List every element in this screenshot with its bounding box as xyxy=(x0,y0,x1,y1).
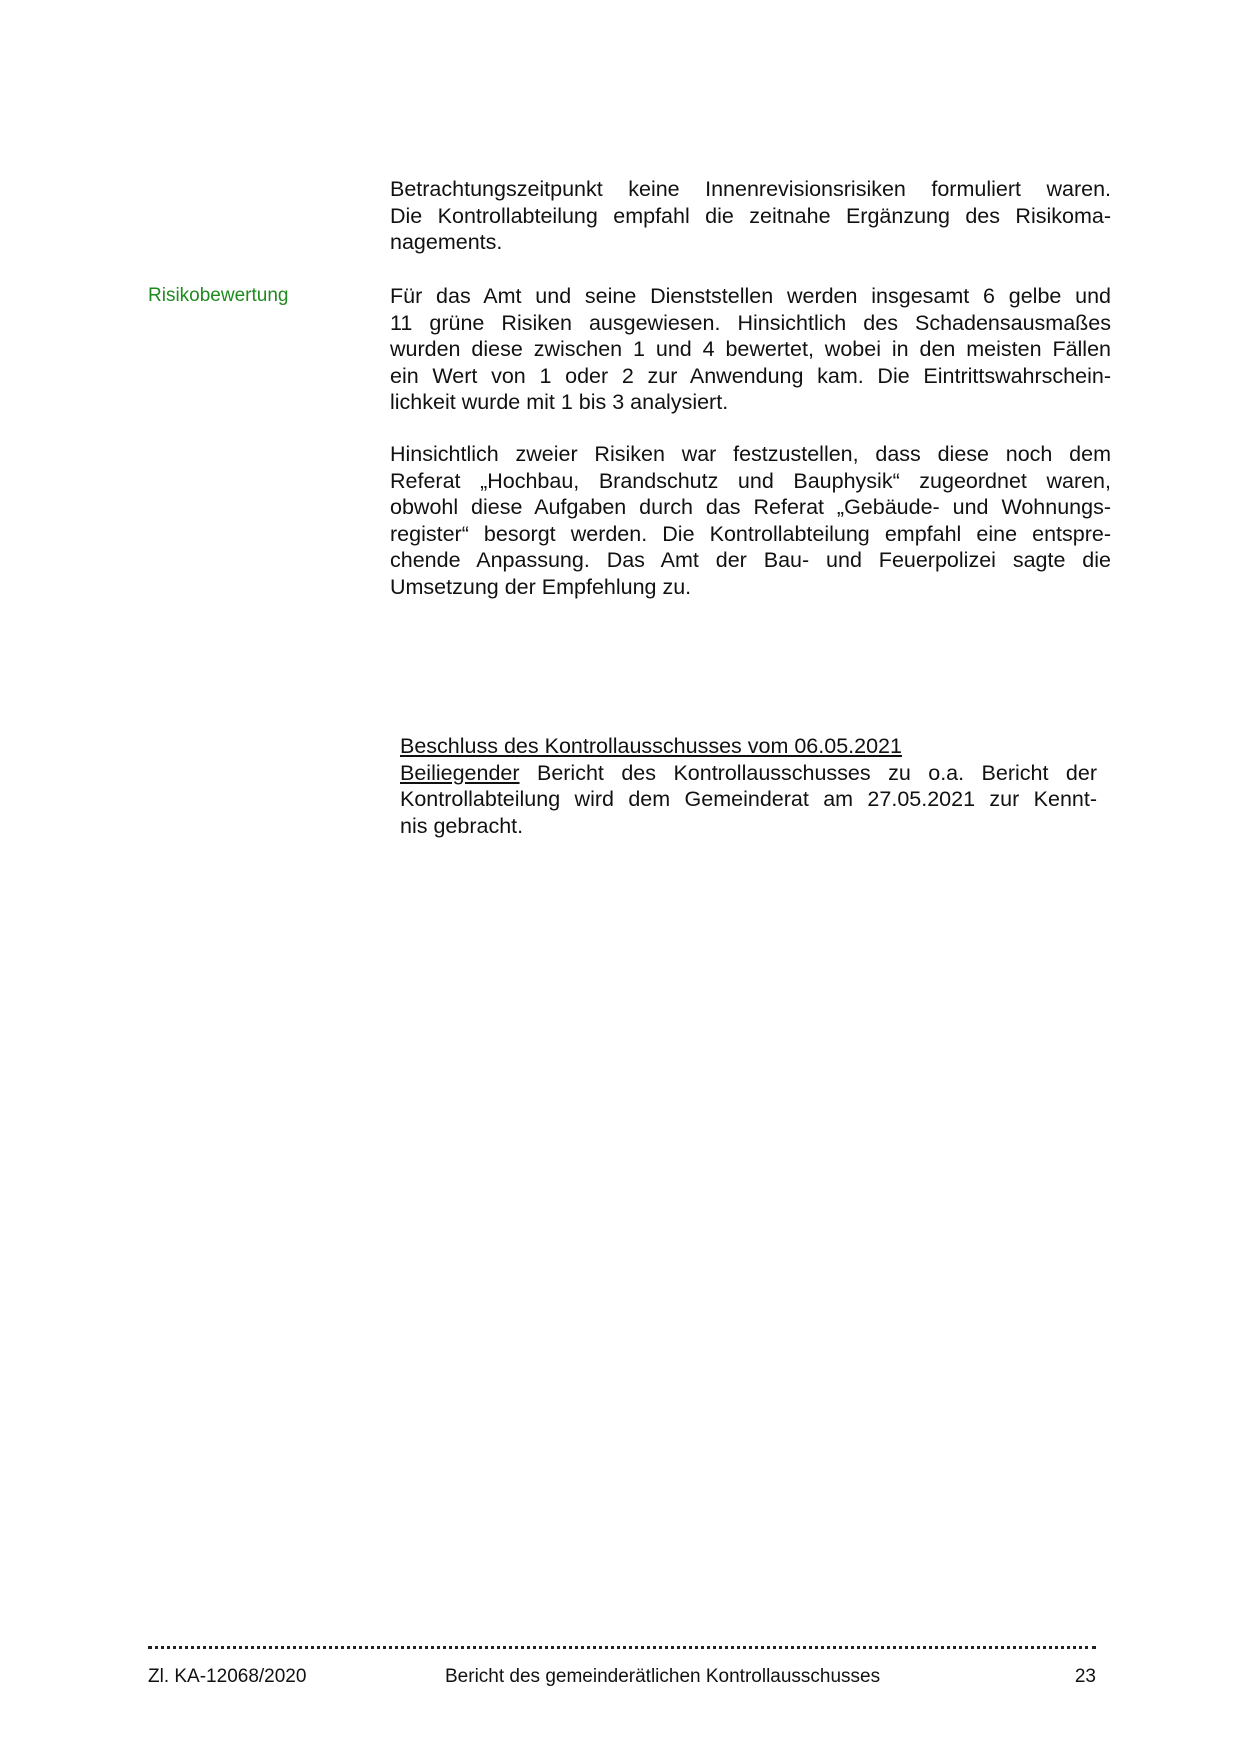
text-line: 11 grüne Risiken ausgewiesen. Hinsichtlich des Schadensausmaßes xyxy=(390,310,1111,335)
text-line: Für das Amt und seine Dienststellen werden insgesamt 6 gelbe und xyxy=(390,284,1111,308)
resolution-line1-rest: Bericht des Kontrollausschusses zu o.a. Bericht der xyxy=(519,760,1097,785)
text-line: nis gebracht. xyxy=(400,813,524,838)
text-line: Die Kontrollabteilung empfahl die zeitnahe Ergänzung des Risikoma- xyxy=(390,203,1111,228)
text-line: Hinsichtlich zweier Risiken war festzustellen, dass diese noch dem xyxy=(390,442,1111,466)
text-line: nagements. xyxy=(390,230,503,254)
text-line: register“ besorgt werden. Die Kontrollabteilung empfahl eine entspre- xyxy=(390,521,1111,546)
resolution-first-word: Beiliegender xyxy=(400,760,520,785)
text-line: obwohl diese Aufgaben durch das Referat „Gebäude- und Wohnungs- xyxy=(390,495,1111,519)
text-line: Referat „Hochbau, Brandschutz und Bauphysik“ zugeordnet waren, xyxy=(390,468,1111,493)
paragraph-2 xyxy=(390,283,1111,416)
text-line: lichkeit wurde mit 1 bis 3 analysiert. xyxy=(390,390,729,414)
text-line: Kontrollabteilung wird dem Gemeinderat am 27.05.2021 zur Kennt- xyxy=(400,787,1097,811)
text-line: chende Anpassung. Das Amt der Bau- und Feuerpolizei sagte die xyxy=(390,548,1111,572)
resolution-heading: Beschluss des Kontrollausschusses vom 06.05.2021 xyxy=(400,734,902,758)
text-line: Betrachtungszeitpunkt keine Innenrevisionsrisiken formuliert waren. xyxy=(390,177,1111,201)
text-line: wurden diese zwischen 1 und 4 bewertet, wobei in den meisten Fällen xyxy=(390,337,1111,361)
text-line: Umsetzung der Empfehlung zu. xyxy=(390,574,692,599)
margin-label-risk-assessment: Risikobewertung xyxy=(148,285,289,306)
text-line: ein Wert von 1 oder 2 zur Anwendung kam. Die Eintrittswahrschein- xyxy=(390,363,1111,388)
footer-file-number: Zl. KA-12068/2020 xyxy=(148,1666,307,1687)
footer-divider xyxy=(148,1643,1096,1649)
text-line xyxy=(400,760,1097,787)
page-number: 23 xyxy=(1074,1666,1096,1687)
paragraph-3 xyxy=(390,441,1111,600)
committee-resolution xyxy=(400,733,1097,839)
paragraph-1 xyxy=(390,176,1111,256)
page-footer xyxy=(148,1665,1096,1689)
footer-title: Bericht des gemeinderätlichen Kontrollausschusses xyxy=(445,1666,881,1687)
